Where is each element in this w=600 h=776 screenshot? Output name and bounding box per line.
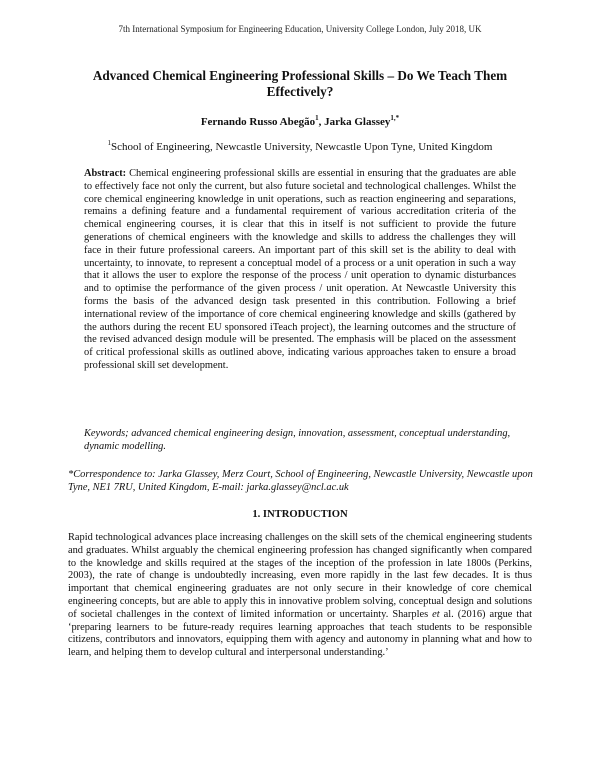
author-name: Fernando Russo Abegão — [200, 116, 316, 128]
abstract-text: Chemical engineering professional skills are essential in ensuring that the graduates are able to effectively face not only the current, but also future societal and technological challenges. Whilst the core chemical engineering knowledge in unit operations, such as reaction engineering and separations, remains a defining feature and a fundamental requirement of various accreditation criteria of the chemical engineering courses, it is clear that this in itself is not sufficient to provide the future generations of chemical engineers with the knowledge and skills to address the challenges they will face in their future professional careers. An important part of this skill set is the ability to deal with uncertainty, to innovate, to represent a conceptual model of a process or a unit operation in such a way that it allows the user to explore the response of the process / unit operation to dynamic disturbances and to optimise the performance of the given process / unit operation. At Newcastle University this forms the basis of the advanced design task presented in this contribution. Following a brief international review of the importance of core chemical engineering knowledge and skills (gathered by the authors during the recent EU sponsored iTeach project), the learning outcomes and the structure of the revised advanced design module will be presented. The emphasis will be placed on the assessment of critical professional skills as outlined above, indicating various approaches taken to ensure a broad professional skill set development. — [84, 168, 516, 371]
conference-header: 7th International Symposium for Engineering Education, University College London, July 2018, UK — [118, 24, 482, 34]
affiliation — [0, 141, 600, 153]
intro-et: et — [432, 608, 440, 620]
paper-title: Advanced Chemical Engineering Professional Skills – Do We Teach Them Effectively? — [92, 68, 508, 99]
intro-text: Rapid technological advances place increasing challenges on the skill sets of the chemical engineering students and graduates. Whilst arguably the chemical engineering profession has changed significantly when compared to the knowledge and skills required at the stages of the inception of the profession in late 1800s (Perkins, 2003), the rate of change is undoubtedly increasing, even more rapidly in the last few decades. It is thus important that chemical engineering graduates are not only secure in their knowledge of core chemical engineering concepts, but are able to apply this in innovative problem solving, conceptual design and solutions of societal challenges in the context of limited information or uncertainty. Sharples — [68, 532, 532, 620]
correspondence: *Correspondence to: Jarka Glassey, Merz Court, School of Engineering, Newcastle University, Newcastle upon Tyne, NE1 7RU, United Kingdom, E-mail: jarka.glassey@ncl.ac.uk — [68, 469, 533, 493]
author-name: Jarka Glassey — [324, 116, 391, 128]
introduction-paragraph — [68, 532, 532, 660]
affiliation-text: School of Engineering, Newcastle University, Newcastle Upon Tyne, United Kingdom — [111, 141, 493, 153]
abstract-label: Abstract: — [84, 168, 127, 179]
author-separator: , — [318, 116, 325, 128]
author-affiliation-mark: 1,* — [390, 114, 400, 122]
section-heading: 1. INTRODUCTION — [252, 509, 348, 520]
author-line — [0, 116, 600, 128]
abstract — [84, 168, 516, 373]
author-affiliation-mark: 1 — [315, 114, 319, 122]
affiliation-mark: 1 — [107, 139, 112, 147]
intro-text-cont: al. (2016) argue that ‘preparing learners to be future-ready requires learning approaches that teach students to be responsible citizens, contributors and innovators, equipping them with agency and autonomy in planning what and how to learn, and helping them to develop cultural and interpersonal understanding.’ — [68, 608, 532, 659]
keywords: Keywords; advanced chemical engineering design, innovation, assessment, conceptual understanding, dynamic modelling. — [84, 428, 511, 452]
